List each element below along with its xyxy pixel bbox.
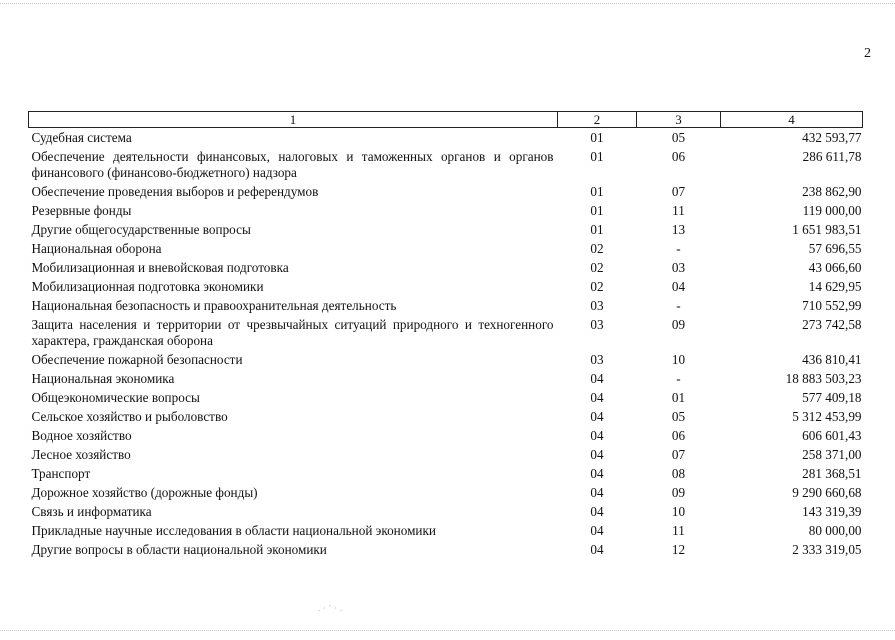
table-row [29, 147, 863, 182]
row-section-cell: 02 [590, 278, 604, 294]
row-amount-cell: 119 000,00 [802, 202, 862, 218]
row-section-cell: 02 [590, 240, 604, 256]
row-name-cell: Национальная оборона [31, 240, 162, 256]
row-subsection-cell: 05 [671, 408, 686, 424]
row-section-cell: 02 [590, 259, 604, 275]
row-subsection-cell: 08 [671, 465, 686, 481]
row-subsection-cell: - [676, 240, 681, 256]
row-section-cell: 03 [590, 351, 604, 367]
table-row [29, 201, 863, 220]
row-amount-cell: 281 368,51 [802, 465, 862, 481]
table-row [29, 350, 863, 369]
row-amount-cell: 710 552,99 [802, 297, 862, 313]
row-subsection-cell: 05 [671, 129, 686, 145]
row-amount-cell: 273 742,58 [802, 316, 862, 332]
table-row [29, 277, 863, 296]
row-name-cell: Другие общегосударственные вопросы [31, 221, 251, 237]
row-subsection-cell: 13 [671, 221, 686, 237]
row-amount-cell: 18 883 503,23 [785, 370, 862, 386]
row-name-cell: Лесное хозяйство [31, 446, 131, 462]
row-section-cell: 04 [590, 408, 604, 424]
row-amount-cell: 606 601,43 [802, 427, 862, 443]
budget-table [28, 111, 863, 559]
row-section-cell: 04 [590, 541, 604, 557]
header-col-4: 4 [721, 112, 863, 128]
row-section-cell: 04 [590, 427, 604, 443]
row-name-cell: Другие вопросы в области национальной экономики [31, 541, 327, 557]
row-amount-cell: 1 651 983,51 [792, 221, 862, 237]
row-name-cell: Защита населения и территории от чрезвычайных ситуаций природного и техногенного характера, гражданская оборона [31, 316, 554, 348]
header-col-1: 1 [29, 112, 558, 128]
row-name-cell: Водное хозяйство [31, 427, 132, 443]
row-name-cell: Обеспечение проведения выборов и референдумов [31, 183, 319, 199]
row-subsection-cell: 11 [672, 202, 685, 218]
row-amount-cell: 57 696,55 [808, 240, 862, 256]
row-section-cell: 04 [590, 503, 604, 519]
row-amount-cell: 436 810,41 [802, 351, 862, 367]
table-row [29, 521, 863, 540]
row-amount-cell: 238 862,90 [802, 183, 862, 199]
row-name-cell: Обеспечение деятельности финансовых, налоговых и таможенных органов и органов финансового (финансово-бюджетного) надзора [31, 148, 554, 180]
row-amount-cell: 577 409,18 [802, 389, 862, 405]
table-row [29, 258, 863, 277]
row-name-cell: Сельское хозяйство и рыболовство [31, 408, 228, 424]
table-row [29, 502, 863, 521]
table-row [29, 445, 863, 464]
page-number: 2 [864, 46, 871, 61]
table-row [29, 483, 863, 502]
row-name-cell: Мобилизационная подготовка экономики [31, 278, 264, 294]
row-name-cell: Мобилизационная и вневойсковая подготовка [31, 259, 289, 275]
row-amount-cell: 5 312 453,99 [792, 408, 862, 424]
row-amount-cell: 9 290 660,68 [792, 484, 862, 500]
row-section-cell: 01 [590, 148, 604, 164]
row-section-cell: 01 [590, 202, 604, 218]
row-subsection-cell: 03 [671, 259, 686, 275]
scan-specks: .·`·. [318, 604, 345, 613]
table-row [29, 239, 863, 258]
row-subsection-cell: - [676, 370, 681, 386]
row-section-cell: 04 [590, 370, 604, 386]
table-row [29, 220, 863, 239]
row-subsection-cell: 01 [671, 389, 686, 405]
row-section-cell: 04 [590, 465, 604, 481]
row-subsection-cell: 06 [671, 427, 686, 443]
row-subsection-cell: 07 [671, 446, 686, 462]
table-row [29, 369, 863, 388]
row-name-cell: Резервные фонды [31, 202, 132, 218]
row-name-cell: Транспорт [31, 465, 91, 481]
row-subsection-cell: 09 [671, 484, 686, 500]
header-col-3: 3 [637, 112, 721, 128]
row-subsection-cell: 09 [671, 316, 686, 332]
table-body [29, 128, 863, 560]
row-amount-cell: 14 629,95 [808, 278, 862, 294]
table-row [29, 296, 863, 315]
row-name-cell: Обеспечение пожарной безопасности [31, 351, 243, 367]
header-col-2: 2 [558, 112, 637, 128]
row-subsection-cell: 04 [671, 278, 686, 294]
row-section-cell: 03 [590, 297, 604, 313]
row-name-cell: Национальная безопасность и правоохранительная деятельность [31, 297, 397, 313]
row-amount-cell: 143 319,39 [802, 503, 862, 519]
table-header [29, 112, 863, 128]
scan-top-edge [0, 3, 895, 4]
row-section-cell: 03 [590, 316, 604, 332]
row-subsection-cell: 07 [671, 183, 686, 199]
row-amount-cell: 258 371,00 [802, 446, 862, 462]
row-amount-cell: 432 593,77 [802, 129, 862, 145]
row-subsection-cell: 06 [671, 148, 686, 164]
header-row [29, 112, 863, 128]
row-name-cell: Прикладные научные исследования в области национальной экономики [31, 522, 436, 538]
table-row [29, 426, 863, 445]
row-section-cell: 04 [590, 484, 604, 500]
row-subsection-cell: 11 [672, 522, 685, 538]
row-subsection-cell: 10 [671, 503, 686, 519]
table-row [29, 128, 863, 148]
table-row [29, 540, 863, 559]
table-row [29, 182, 863, 201]
row-name-cell: Общеэкономические вопросы [31, 389, 200, 405]
row-section-cell: 01 [590, 221, 604, 237]
row-section-cell: 04 [590, 389, 604, 405]
row-name-cell: Дорожное хозяйство (дорожные фонды) [31, 484, 258, 500]
row-name-cell: Связь и информатика [31, 503, 152, 519]
row-name-cell: Национальная экономика [31, 370, 175, 386]
row-section-cell: 04 [590, 446, 604, 462]
row-name-cell: Судебная система [31, 129, 132, 145]
table-row [29, 315, 863, 350]
row-section-cell: 04 [590, 522, 604, 538]
row-section-cell: 01 [590, 183, 604, 199]
row-subsection-cell: 10 [671, 351, 686, 367]
row-amount-cell: 80 000,00 [808, 522, 862, 538]
row-section-cell: 01 [590, 129, 604, 145]
row-subsection-cell: - [676, 297, 681, 313]
row-amount-cell: 2 333 319,05 [792, 541, 862, 557]
row-amount-cell: 286 611,78 [802, 148, 862, 164]
row-amount-cell: 43 066,60 [808, 259, 862, 275]
table-row [29, 388, 863, 407]
scan-bottom-edge [0, 630, 895, 631]
row-subsection-cell: 12 [671, 541, 686, 557]
table-row [29, 464, 863, 483]
table-row [29, 407, 863, 426]
